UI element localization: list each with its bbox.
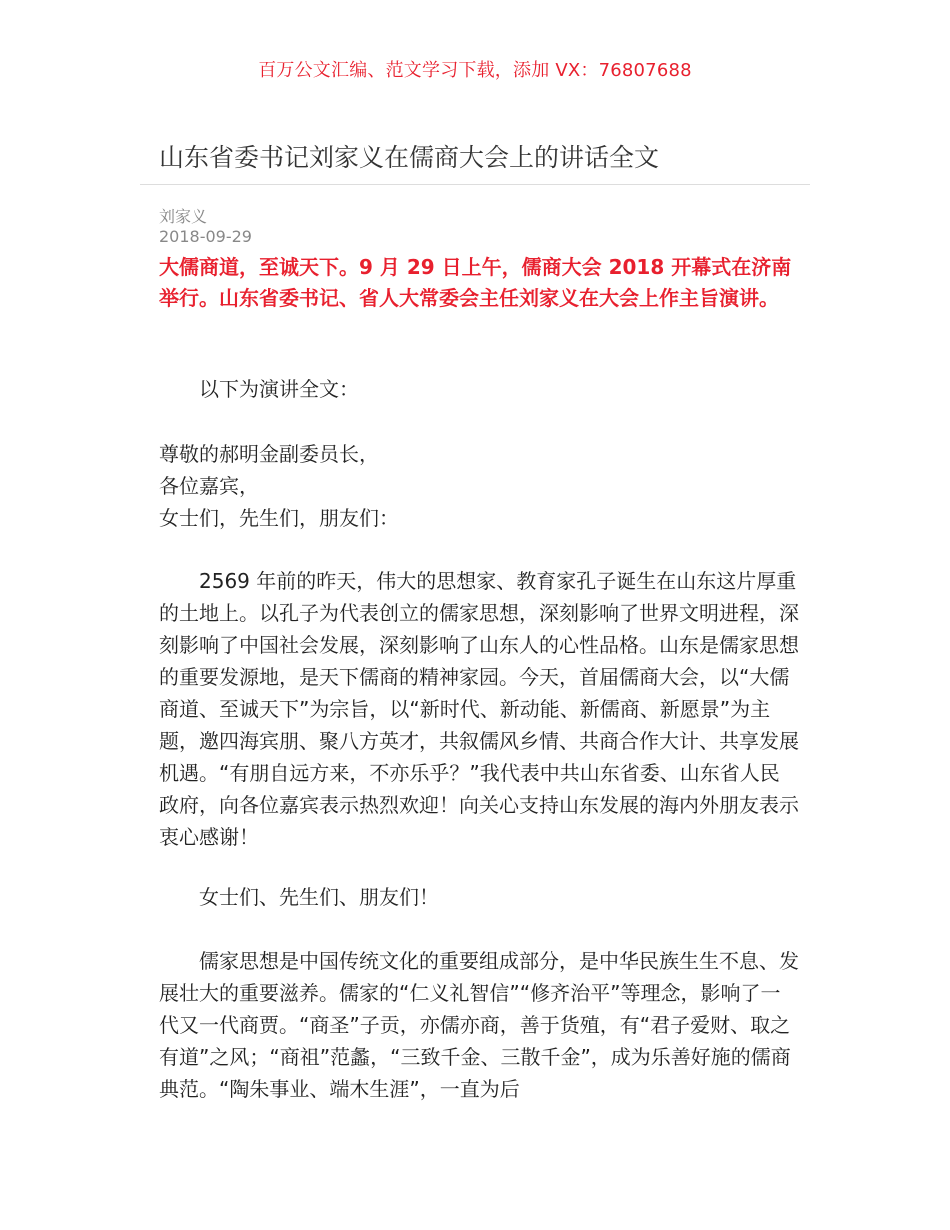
body-paragraph: 2569 年前的昨天，伟大的思想家、教育家孔子诞生在山东这片厚重的土地上。以孔子为代表创立的儒家思想，深刻影响了世界文明进程，深刻影响了中国社会发展，深刻影响了山东人的心性品格。山东是儒家思想的重要发源地，是天下儒商的精神家园。今天，首届儒商大会，以“大儒商道、至诚天下”为宗旨，以“新时代、新动能、新儒商、新愿景”为主题，邀四海宾朋、聚八方英才，共叙儒风乡情、共商合作大计、共享发展机遇。“有朋自远方来，不亦乐乎？”我代表中共山东省委、山东省人民政府，向各位嘉宾表示热烈欢迎！向关心支持山东发展的海内外朋友表示衷心感谢！ xyxy=(159,569,799,849)
promo-banner: 百万公文汇编、范文学习下载，添加 VX：76807688 xyxy=(258,60,692,81)
body-paragraph: 女士们、先生们、朋友们！ xyxy=(199,885,439,909)
article-date: 2018-09-29 xyxy=(159,227,252,246)
intro-paragraph: 以下为演讲全文： xyxy=(199,377,359,401)
article-author: 刘家义 xyxy=(159,207,208,226)
article-lead: 大儒商道，至诚天下。9 月 29 日上午，儒商大会 2018 开幕式在济南举行。山东省委书记、省人大常委会主任刘家义在大会上作主旨演讲。 xyxy=(159,255,792,310)
article-title: 山东省委书记刘家义在儒商大会上的讲话全文 xyxy=(159,143,660,172)
body-paragraph: 儒家思想是中国传统文化的重要组成部分，是中华民族生生不息、发展壮大的重要滋养。儒家的“仁义礼智信”“修齐治平”等理念，影响了一代又一代商贾。“商圣”子贡，亦儒亦商，善于货殖，有“君子爱财、取之有道”之风；“商祖”范蠡，“三致千金、三散千金”，成为乐善好施的儒商典范。“陶朱事业、端木生涯”，一直为后 xyxy=(159,949,799,1101)
salutation-line: 各位嘉宾， xyxy=(159,474,259,498)
title-divider xyxy=(140,184,810,185)
salutation-line: 女士们，先生们，朋友们： xyxy=(159,506,399,530)
salutation-line: 尊敬的郝明金副委员长， xyxy=(159,442,379,466)
